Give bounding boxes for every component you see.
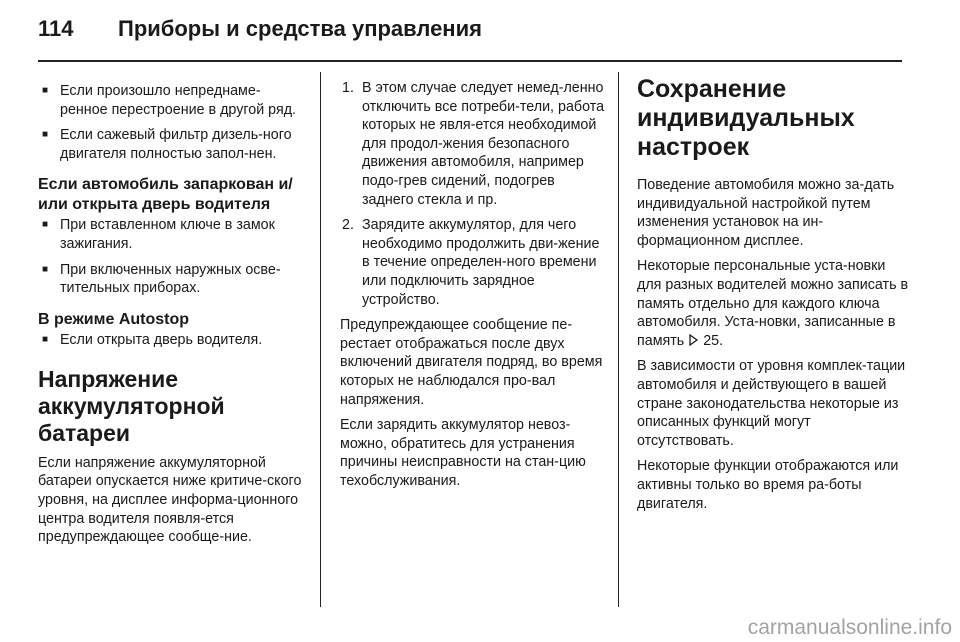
step-text: Зарядите аккумулятор, для чего необходимо продолжить дви-жение в течение определен-ного времени или подключить зарядное устройство. — [362, 217, 600, 308]
bullet-item: ■ При включенных наружных осве-тительных приборах. — [38, 261, 304, 298]
numbered-step — [340, 216, 606, 309]
bullet-item: ■ При вставленном ключе в замок зажигания. — [38, 216, 304, 253]
bullet-item: ■ Если произошло непреднаме-ренное перестроение в другой ряд. — [38, 82, 304, 119]
settings-paragraph: Поведение автомобиля можно за-дать индивидуальной настройкой путем изменения установок на ин-формационном дисплее. — [637, 177, 895, 249]
section-heading-parked: Если автомобиль запаркован и/или открыта дверь водителя — [38, 176, 293, 213]
column-middle — [340, 79, 606, 497]
bullet-item: ■ Если открыта дверь водителя. — [38, 331, 304, 350]
section-heading-battery: Напряжение аккумуляторной батареи — [38, 365, 225, 446]
step-number: 1. — [342, 80, 354, 96]
page-number: 114 — [38, 16, 74, 41]
header-rule — [38, 60, 902, 62]
memory-paragraph — [637, 257, 909, 350]
service-paragraph: Если зарядить аккумулятор невоз-можно, обратитесь для устранения причины неисправности на стан-цию техобслуживания. — [340, 417, 586, 489]
page-reference-arrow-icon[interactable] — [688, 333, 699, 349]
watermark: carmanualsonline.info — [747, 616, 952, 639]
numbered-step — [340, 79, 606, 209]
step-text: В этом случае следует немед-ленно отключить все потреби-тели, работа которых не явля-ется необходимой для продол-жения безопасного движения автомобиля, например подо-грев сидений, подогрев заднего стекла и пр. — [362, 80, 605, 208]
section-heading-settings: Сохранение индивидуальных настроек — [637, 75, 855, 161]
column-right — [637, 75, 909, 520]
column-left — [38, 82, 304, 554]
section-heading-autostop: В режиме Autostop — [38, 310, 190, 328]
battery-paragraph: Если напряжение аккумуляторной батареи опускается ниже критиче-ского уровня, на дисплее информа-ционного центра водителя появля-ется предупреждающее сообще-ние. — [38, 454, 302, 546]
page-reference-link[interactable]: 25. — [703, 332, 724, 349]
bullet-item: ■ Если сажевый фильтр дизель-ного двигателя полностью запол-нен. — [38, 126, 304, 163]
column-divider-right — [618, 72, 619, 607]
step-number: 2. — [342, 217, 354, 234]
engine-paragraph: Некоторые функции отображаются или активны только во время ра-боты двигателя. — [637, 458, 899, 512]
memory-text: Некоторые персональные уста-новки для разных водителей можно записать в память отдельно для каждого ключа автомобиля. Уста-новки, записанные в память — [637, 258, 909, 349]
column-divider-left — [320, 72, 321, 607]
page-title: Приборы и средства управления — [118, 16, 482, 41]
warning-paragraph: Предупреждающее сообщение пе-рестает отображаться после двух включений двигателя подряд, во время которых не наблюдался про-вал напряжения. — [340, 317, 603, 408]
equipment-paragraph: В зависимости от уровня комплек-тации автомобиля и действующего в вашей стране законодательства некоторые из описанных функций могут отсутствовать. — [637, 358, 906, 449]
